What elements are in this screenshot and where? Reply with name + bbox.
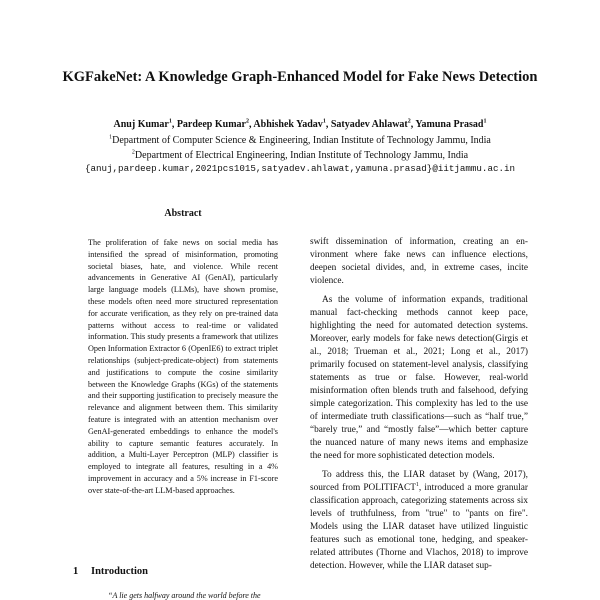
author-name: Satyadev Ahlawat (330, 119, 408, 130)
author-name: Pardeep Kumar (176, 119, 246, 130)
abstract-text: The proliferation of fake news on social media has intensified the spread of misinformation, promoting societal biases, hate, and violence. While recent advancements in Generative AI (GenAI), particularly large language models (LLMs), have shown promise, these models often need more structured representation for accurate verification, as they rely on pre-trained data patterns without access to real-time or validated information. This study presents a framework that utilizes Open Information Extractor 6 (OpenIE6) to extract triplet relationships (subject-predicate-object) from statements and justifications to compute the cosine similarity between the Knowledge Graphs (KGs) of the statements and their supporting justification to precisely measure the relevance and alignment between them. This similarity feature is integrated with an attention mechanism over GenAI-generated embeddings to enhance the model's ability to capture semantic features accurately. In addition, a Multi-Layer Perceptron (MLP) classifier is employed to integrate all features, resulting in a 4% improvement in accuracy and a 5% increase in F1-score over state-of-the-art LLM-based approaches. (88, 238, 278, 495)
affiliation-1 (20, 135, 580, 146)
paragraph (310, 469, 528, 573)
paragraph: As the volume of information expands, traditional manual fact-checking methods cannot keep pace, highlighting the need for automated detection systems. Moreover, early models for fake news detection(Girgis et al., 2018; Trueman et al., 2021; Long et al., 2017) primarily focused on statement-level analysis, classifying statements as true or false. However, real-world misinformation often blends truth and falsehood, defying simple categorization. This complexity has led to the use of intermediate truth classifications—such as “half true,” “barely true,” and “mostly false”—which better capture the nuanced nature of many news items and emphasize the need for more sophisticated detection models. (310, 295, 528, 461)
author-affiliation-mark: 2 (407, 118, 411, 125)
affiliation-text: Department of Electrical Engineering, Indian Institute of Technology Jammu, India (134, 149, 469, 161)
author-name: Anuj Kumar (113, 119, 169, 130)
section-title: Introduction (91, 566, 148, 577)
affiliation-text: Department of Computer Science & Engineering, Indian Institute of Technology Jammu, India (112, 135, 491, 146)
affiliation-number: 2 (131, 149, 135, 156)
author-name: Abhishek Yadav (253, 119, 323, 130)
right-column-text (310, 236, 528, 573)
footnote-mark: 1 (415, 481, 419, 488)
author-affiliation-mark: 1 (168, 118, 172, 125)
author-affiliation-mark: 1 (322, 118, 326, 125)
author-name: Yamuna Prasad (415, 119, 484, 130)
paragraph-text: To address this, the LIAR dataset by (Wang, 2017), sourced from POLITIFACT (310, 470, 528, 493)
section-heading-introduction (73, 566, 148, 577)
paragraph: swift dissemination of information, creating an environment where fake news can influence elections, deepen societal divides, and, in extreme cases, incite violence. (310, 237, 528, 286)
section-number: 1 (73, 566, 79, 577)
author-emails: {anuj,pardeep.kumar,2021pcs1015,satyadev.ahlawat,yamuna.prasad}@iitjammu.ac.in (84, 163, 516, 174)
affiliation-number: 1 (109, 134, 113, 141)
abstract-heading: Abstract (164, 208, 202, 219)
paper-title: KGFakeNet: A Knowledge Graph-Enhanced Model for Fake News Detection (62, 69, 538, 85)
author-affiliation-mark: 2 (245, 118, 249, 125)
affiliation-2 (20, 150, 580, 161)
author-list: Anuj Kumar$^1$, Pardeep Kumar$^2$, Abhishek Yadav$^1$, Satyadev Ahlawat$^2$, Yamuna Prasad$^1$ (113, 118, 487, 130)
author-affiliation-mark: 1 (483, 118, 487, 125)
paragraph-text: , introduced a more granular classification approach, categorizing statements across six levels of truthfulness, from "true" to "pants on fire". Models using the LIAR dataset have utilized linguistic features such as emotional tone, hedging, and speaker-related attributes (Thorne and Vlachos, 2018) to improve detection. However, while the LIAR dataset sup- (310, 483, 528, 571)
epigraph-quote: “A lie gets halfway around the world before the (108, 591, 261, 600)
